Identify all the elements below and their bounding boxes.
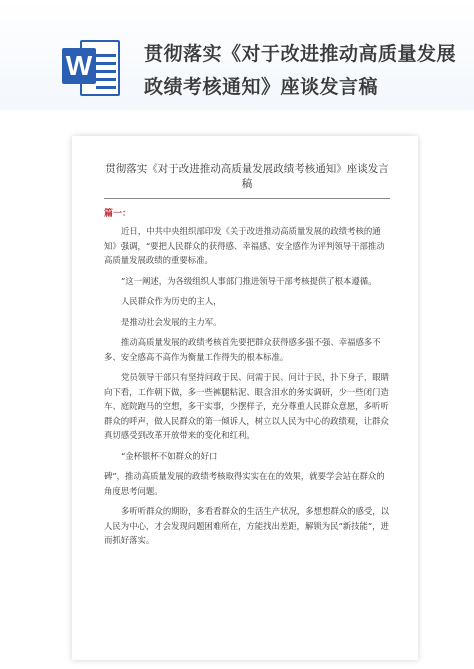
word-doc-icon: [62, 40, 124, 98]
document-page: [72, 136, 418, 660]
paragraph: 是推动社会发展的主力军。: [121, 316, 222, 327]
header-banner: [0, 0, 474, 110]
paragraph: 党员领导干部只有坚持问政于民、问需于民、问计于民，扑下身子，眼睛向下看，工作朝下做，多一些裤腿粘泥、眼含泪水的务实调研，少一些闭门造车、庭院跑马的空想，多干实事，少摆样子，充分尊重人民群众意愿，多听听群众的呼声，做人民群众的第一倾诉人，树立以人民为中心的政绩观，让群众真切感受到改革开放带来的变化和红利。: [104, 372, 389, 440]
w-badge-icon: W: [62, 48, 96, 84]
document-body: [104, 224, 392, 554]
paragraph: “金杯银杯不如群众的好口: [121, 450, 218, 461]
paragraph: 多听听群众的期盼，多看看群众的生活生产状况，多想想群众的感受，以人民为中心，才会发现问题困难所在，方能找出差距，解锁为民“新技能”，进而抓好落实。: [104, 506, 389, 545]
paragraph: ”这一阐述，为各级组织人事部门推进领导干部考核提供了根本遵循。: [121, 275, 377, 286]
document-title: 贯彻落实《对于改进推动高质量发展政绩考核通知》座谈发言稿: [105, 163, 389, 190]
paragraph: 推动高质量发展的政绩考核首先要把群众获得感多强不强、幸福感多不多、安全感高不高作为衡量工作得失的根本标准。: [104, 337, 381, 362]
paragraph: 近日，中共中央组织部印发《关于改进推动高质量发展的政绩考核的通知》强调，“要把人民群众的获得感、幸福感、安全感作为评判领导干部推动高质量发展政绩的重要标准。: [104, 226, 385, 265]
section-heading: 篇一：: [104, 209, 132, 219]
page-title: 贯彻落实《对于改进推动高质量发展政绩考核通知》座谈发言稿: [144, 43, 457, 98]
paragraph: 碑”，推动高质量发展的政绩考核取得实实在在的效果，就要学会站在群众的角度思考问题。: [104, 471, 385, 496]
title-divider: [104, 198, 390, 199]
paragraph: 人民群众作为历史的主人，: [121, 296, 222, 306]
